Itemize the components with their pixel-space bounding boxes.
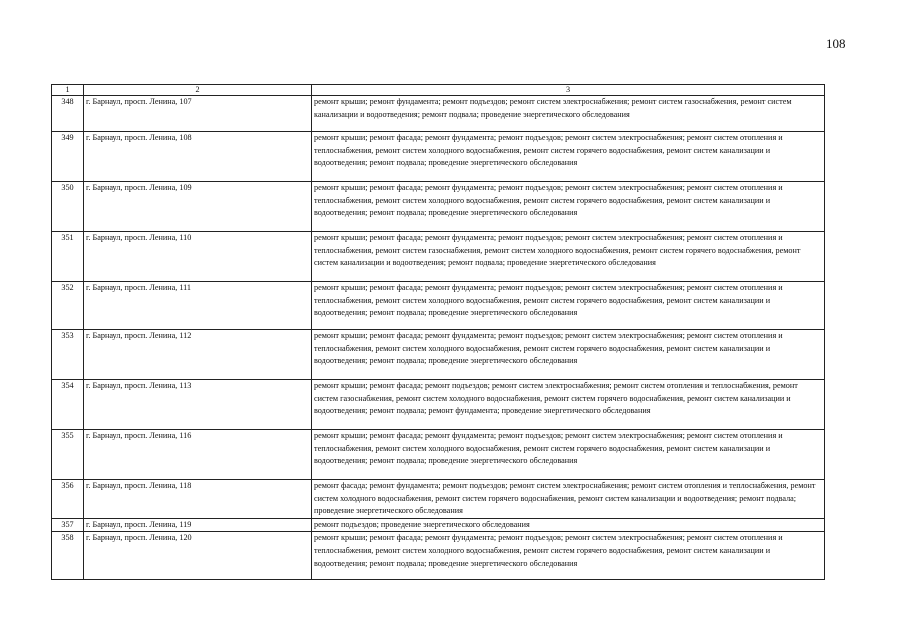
row-address: г. Барнаул, просп. Ленина, 107 <box>84 96 312 132</box>
row-works: ремонт крыши; ремонт фасада; ремонт фундамента; ремонт подъездов; ремонт систем электроснабжения; ремонт систем отопления и теплоснабжения, ремонт систем холодного водоснабжения, ремонт систем горячего водоснабжения, ремонт систем канализации и водоотведения; ремонт подвала; проведение энергетического обследования <box>312 330 825 380</box>
table-header-row <box>52 85 825 96</box>
row-works: ремонт крыши; ремонт фасада; ремонт фундамента; ремонт подъездов; ремонт систем электроснабжения; ремонт систем отопления и теплоснабжения, ремонт систем холодного водоснабжения, ремонт систем горячего водоснабжения, ремонт систем канализации и водоотведения; ремонт подвала; проведение энергетического обследования <box>312 430 825 480</box>
row-number: 349 <box>52 132 84 182</box>
row-address: г. Барнаул, просп. Ленина, 110 <box>84 232 312 282</box>
row-number: 356 <box>52 480 84 519</box>
table-row <box>52 132 825 182</box>
row-address: г. Барнаул, просп. Ленина, 111 <box>84 282 312 330</box>
column-header-number: 1 <box>52 85 84 96</box>
row-number: 354 <box>52 380 84 430</box>
column-header-works: 3 <box>312 85 825 96</box>
table-row <box>52 532 825 580</box>
row-number: 348 <box>52 96 84 132</box>
row-works: ремонт крыши; ремонт фасада; ремонт фундамента; ремонт подъездов; ремонт систем электроснабжения; ремонт систем отопления и теплоснабжения, ремонт систем газоснабжения, ремонт систем холодного водоснабжения, ремонт систем горячего водоснабжения, ремонт систем канализации и водоотведения; ремонт подвала; проведение энергетического обследования <box>312 232 825 282</box>
row-number: 355 <box>52 430 84 480</box>
table-row <box>52 518 825 532</box>
row-number: 350 <box>52 182 84 232</box>
table-row <box>52 282 825 330</box>
row-address: г. Барнаул, просп. Ленина, 119 <box>84 518 312 532</box>
row-works: ремонт крыши; ремонт фундамента; ремонт подъездов; ремонт систем электроснабжения; ремонт систем газоснабжения, ремонт систем канализации и водоотведения; ремонт подвала; проведение энергетического обследования <box>312 96 825 132</box>
row-address: г. Барнаул, просп. Ленина, 112 <box>84 330 312 380</box>
table-row <box>52 430 825 480</box>
row-number: 358 <box>52 532 84 580</box>
row-address: г. Барнаул, просп. Ленина, 109 <box>84 182 312 232</box>
table-row <box>52 182 825 232</box>
table-row <box>52 96 825 132</box>
row-works: ремонт крыши; ремонт фасада; ремонт фундамента; ремонт подъездов; ремонт систем электроснабжения; ремонт систем отопления и теплоснабжения, ремонт систем холодного водоснабжения, ремонт систем горячего водоснабжения, ремонт систем канализации и водоотведения; ремонт подвала; проведение энергетического обследования <box>312 532 825 580</box>
row-address: г. Барнаул, просп. Ленина, 108 <box>84 132 312 182</box>
row-number: 351 <box>52 232 84 282</box>
row-number: 353 <box>52 330 84 380</box>
page-number: 108 <box>826 36 846 51</box>
row-address: г. Барнаул, просп. Ленина, 113 <box>84 380 312 430</box>
table-row <box>52 480 825 519</box>
row-works: ремонт крыши; ремонт фасада; ремонт фундамента; ремонт подъездов; ремонт систем электроснабжения; ремонт систем отопления и теплоснабжения, ремонт систем холодного водоснабжения, ремонт систем горячего водоснабжения, ремонт систем канализации и водоотведения; ремонт подвала; проведение энергетического обследования <box>312 182 825 232</box>
row-works: ремонт крыши; ремонт фасада; ремонт фундамента; ремонт подъездов; ремонт систем электроснабжения; ремонт систем отопления и теплоснабжения, ремонт систем холодного водоснабжения, ремонт систем горячего водоснабжения, ремонт систем канализации и водоотведения; ремонт подвала; проведение энергетического обследования <box>312 282 825 330</box>
row-works: ремонт фасада; ремонт фундамента; ремонт подъездов; ремонт систем электроснабжения; ремонт систем отопления и теплоснабжения, ремонт систем холодного водоснабжения, ремонт систем горячего водоснабжения, ремонт систем канализации и водоотведения; ремонт подвала; проведение энергетического обследования <box>312 480 825 519</box>
column-header-address: 2 <box>84 85 312 96</box>
row-number: 357 <box>52 518 84 532</box>
repair-works-table <box>51 84 825 580</box>
row-works: ремонт крыши; ремонт фасада; ремонт подъездов; ремонт систем электроснабжения; ремонт систем отопления и теплоснабжения, ремонт систем газоснабжения, ремонт систем холодного водоснабжения, ремонт систем горячего водоснабжения, ремонт систем канализации и водоотведения; ремонт подвала; ремонт фундамента; проведение энергетического обследования <box>312 380 825 430</box>
row-address: г. Барнаул, просп. Ленина, 118 <box>84 480 312 519</box>
table-row <box>52 380 825 430</box>
row-address: г. Барнаул, просп. Ленина, 120 <box>84 532 312 580</box>
row-address: г. Барнаул, просп. Ленина, 116 <box>84 430 312 480</box>
row-works: ремонт подъездов; проведение энергетического обследования <box>312 518 825 532</box>
table-row <box>52 330 825 380</box>
table-row <box>52 232 825 282</box>
row-number: 352 <box>52 282 84 330</box>
row-works: ремонт крыши; ремонт фасада; ремонт фундамента; ремонт подъездов; ремонт систем электроснабжения; ремонт систем отопления и теплоснабжения, ремонт систем холодного водоснабжения, ремонт систем горячего водоснабжения, ремонт систем канализации и водоотведения; ремонт подвала; проведение энергетического обследования <box>312 132 825 182</box>
